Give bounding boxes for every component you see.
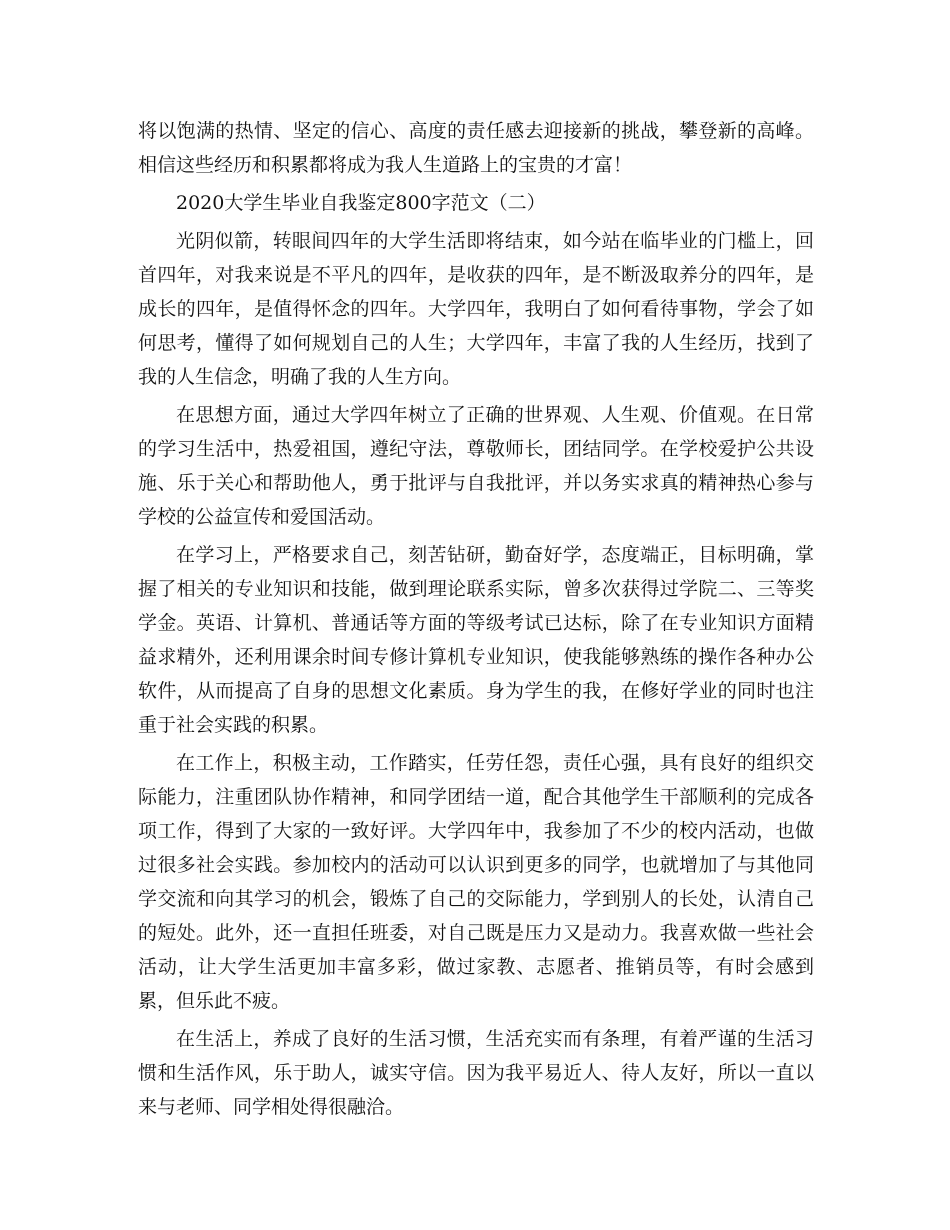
paragraph-ideology: 在思想方面，通过大学四年树立了正确的世界观、人生观、价值观。在日常的学习生活中，热爱祖国，遵纪守法，尊敬师长，团结同学。在学校爱护公共设施、乐于关心和帮助他人，勇于批评与自我批评，并以务实求真的精神热心参与学校的公益宣传和爱国活动。 xyxy=(138,404,814,528)
paragraph-intro: 光阴似箭，转眼间四年的大学生活即将结束，如今站在临毕业的门槛上，回首四年，对我来说是不平凡的四年，是收获的四年，是不断汲取养分的四年，是成长的四年，是值得怀念的四年。大学四年，我明白了如何看待事物，学会了如何思考，懂得了如何规划自己的人生；大学四年，丰富了我的人生经历，找到了我的人生信念，明确了我的人生方向。 xyxy=(138,230,814,388)
paragraph-study: 在学习上，严格要求自己，刻苦钻研，勤奋好学，态度端正，目标明确，掌握了相关的专业知识和技能，做到理论联系实际，曾多次获得过学院二、三等奖学金。英语、计算机、普通话等方面的等级考试已达标，除了在专业知识方面精益求精外，还利用课余时间专修计算机专业知识，使我能够熟练的操作各种办公软件，从而提高了自身的思想文化素质。身为学生的我，在修好学业的同时也注重于社会实践的积累。 xyxy=(138,544,814,736)
section-subtitle: 2020大学生毕业自我鉴定800字范文（二） xyxy=(176,192,546,214)
paragraph-life: 在生活上，养成了良好的生活习惯，生活充实而有条理，有着严谨的生活习惯和生活作风，乐于助人，诚实守信。因为我平易近人、待人友好，所以一直以来与老师、同学相处得很融洽。 xyxy=(138,1028,814,1118)
document-body xyxy=(138,114,814,1128)
paragraph-continuation: 将以饱满的热情、坚定的信心、高度的责任感去迎接新的挑战，攀登新的高峰。相信这些经历和积累都将成为我人生道路上的宝贵的才富！ xyxy=(138,120,814,176)
paragraph-work: 在工作上，积极主动，工作踏实，任劳任怨，责任心强，具有良好的组织交际能力，注重团队协作精神，和同学团结一道，配合其他学生干部顺利的完成各项工作，得到了大家的一致好评。大学四年中，我参加了不少的校内活动，也做过很多社会实践。参加校内的活动可以认识到更多的同学，也就增加了与其他同学交流和向其学习的机会，锻炼了自己的交际能力，学到别人的长处，认清自己的短处。此外，还一直担任班委，对自己既是压力又是动力。我喜欢做一些社会活动，让大学生活更加丰富多彩，做过家教、志愿者、推销员等，有时会感到累，但乐此不疲。 xyxy=(138,752,814,1012)
